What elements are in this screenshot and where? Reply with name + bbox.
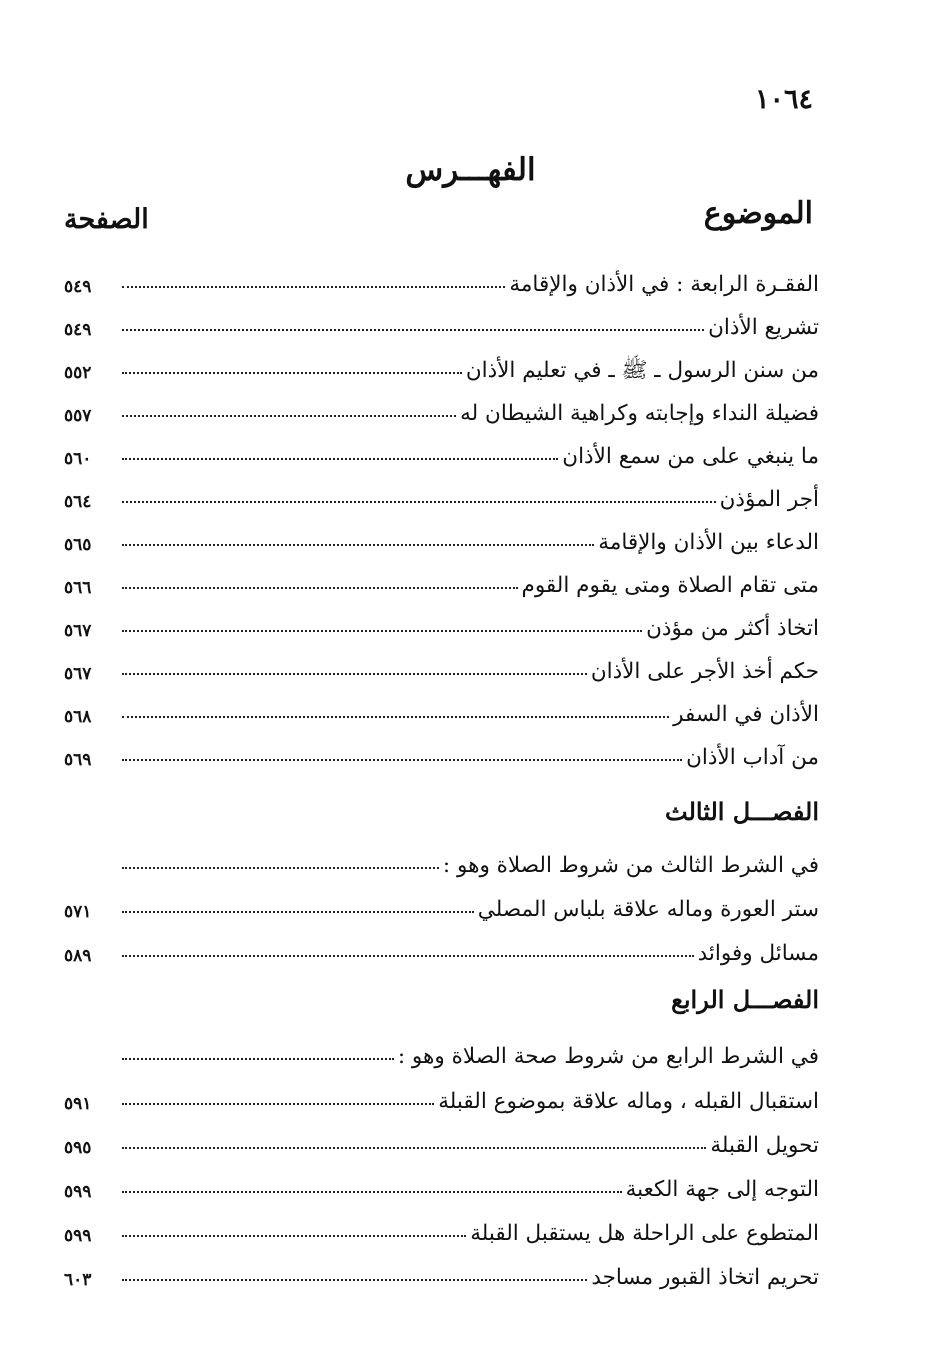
toc-entry-page: ٥٥٢	[64, 363, 92, 384]
toc-entry-page: ٦٠٣	[64, 1270, 92, 1291]
dot-leader	[122, 1147, 706, 1149]
toc-entry	[64, 554, 819, 598]
dot-leader	[122, 1279, 587, 1281]
toc-entry-title: المتطوع على الراحلة هل يستقبل القبلة	[470, 1221, 819, 1247]
chapter-heading: الفصـــل الثالث	[665, 797, 819, 826]
toc-entry-page: ٥٩٥	[64, 1138, 92, 1159]
toc-entry-page: ٥٧١	[64, 902, 92, 923]
toc-entry	[64, 339, 819, 383]
toc-entry-title: مسائل وفوائد	[697, 941, 819, 967]
toc-entry	[64, 1202, 819, 1246]
toc-entry-title: من آداب الأذان	[686, 745, 819, 771]
dot-leader	[122, 759, 682, 761]
dot-leader	[122, 673, 587, 675]
toc-entry-title: الفقـرة الرابعة : في الأذان والإقامة	[509, 272, 819, 298]
toc-entry-page: ٥٨٩	[64, 946, 92, 967]
dot-leader	[122, 458, 558, 460]
toc-entry-title: فضيلة النداء وإجابته وكراهية الشيطان له	[460, 401, 819, 427]
toc-entry-page: ٥٦٥	[64, 535, 92, 556]
toc-entry-title: تشريع الأذان	[708, 315, 819, 341]
toc-entry-page: ٥٥٧	[64, 406, 92, 427]
dot-leader	[122, 501, 716, 503]
dot-leader	[122, 415, 456, 417]
toc-entry-page: ٥٩٩	[64, 1226, 92, 1247]
toc-entry	[64, 253, 819, 297]
page-title: الفهـــرس	[405, 152, 536, 188]
topic-column-header: الموضوع	[703, 196, 813, 231]
toc-entry-title: حكم أخذ الأجر على الأذان	[590, 659, 819, 685]
toc-entry	[64, 382, 819, 426]
dot-leader	[122, 1235, 466, 1237]
toc-entry-title: ستر العورة وماله علاقة بلباس المصلي	[477, 897, 819, 923]
toc-entry-page: ٥٦٧	[64, 621, 92, 642]
toc-entry-page: ٥٦٨	[64, 707, 92, 728]
toc-entry-page: ٥٦٧	[64, 664, 92, 685]
toc-entry-title: أجر المؤذن	[719, 487, 819, 513]
toc-entry	[64, 296, 819, 340]
dot-leader	[122, 587, 518, 589]
toc-entry-title: متى تقام الصلاة ومتى يقوم القوم	[521, 573, 819, 599]
dot-leader	[122, 630, 642, 632]
chapter-heading: الفصـــل الرابع	[671, 985, 819, 1014]
dot-leader	[122, 286, 505, 288]
dot-leader	[122, 372, 462, 374]
dot-leader	[122, 1058, 394, 1060]
toc-entry	[64, 834, 819, 878]
toc-entry-title: الأذان في السفر	[673, 702, 819, 728]
toc-entry-page: ٥٤٩	[64, 320, 92, 341]
toc-entry-page: ٥٤٩	[64, 277, 92, 298]
toc-entry-title: في الشرط الرابع من شروط صحة الصلاة وهو :	[397, 1044, 819, 1070]
toc-entry-page: ٥٩٩	[64, 1182, 92, 1203]
toc-entry-title: استقبال القبله ، وماله علاقة بموضوع القبلة	[438, 1089, 819, 1115]
page-column-header: الصفحة	[64, 204, 149, 235]
toc-entry-page: ٥٦٠	[64, 449, 92, 470]
toc-entry-page: ٥٦٤	[64, 492, 92, 513]
toc-entry	[64, 1025, 819, 1069]
page-number: ١٠٦٤	[754, 84, 813, 115]
toc-entry-title: اتخاذ أكثر من مؤذن	[646, 616, 819, 642]
dot-leader	[122, 955, 694, 957]
toc-entry-title: ما ينبغي على من سمع الأذان	[562, 444, 819, 470]
toc-entry-title: من سنن الرسول ـ ﷺ ـ في تعليم الأذان	[465, 358, 819, 384]
toc-entry-page: ٥٦٩	[64, 750, 92, 771]
toc-entry	[64, 468, 819, 512]
toc-entry	[64, 878, 819, 922]
toc-entry	[64, 1158, 819, 1202]
toc-entry	[64, 640, 819, 684]
toc-entry-title: التوجه إلى جهة الكعبة	[625, 1177, 819, 1203]
toc-entry	[64, 1070, 819, 1114]
dot-leader	[122, 867, 439, 869]
toc-entry	[64, 726, 819, 770]
toc-entry	[64, 1246, 819, 1290]
toc-entry	[64, 683, 819, 727]
toc-entry-page: ٥٩١	[64, 1094, 92, 1115]
toc-entry	[64, 1114, 819, 1158]
toc-entry	[64, 597, 819, 641]
toc-entry	[64, 922, 819, 966]
toc-entry-title: تحويل القبلة	[710, 1133, 819, 1159]
dot-leader	[122, 544, 594, 546]
toc-entry	[64, 511, 819, 555]
dot-leader	[122, 911, 474, 913]
toc-entry	[64, 425, 819, 469]
toc-entry-title: في الشرط الثالث من شروط الصلاة وهو :	[442, 853, 819, 879]
dot-leader	[122, 1191, 622, 1193]
dot-leader	[122, 329, 704, 331]
toc-entry-title: تحريم اتخاذ القبور مساجد	[591, 1265, 819, 1291]
dot-leader	[122, 1103, 434, 1105]
dot-leader	[122, 716, 669, 718]
toc-entry-page: ٥٦٦	[64, 578, 92, 599]
toc-entry-title: الدعاء بين الأذان والإقامة	[598, 530, 819, 556]
